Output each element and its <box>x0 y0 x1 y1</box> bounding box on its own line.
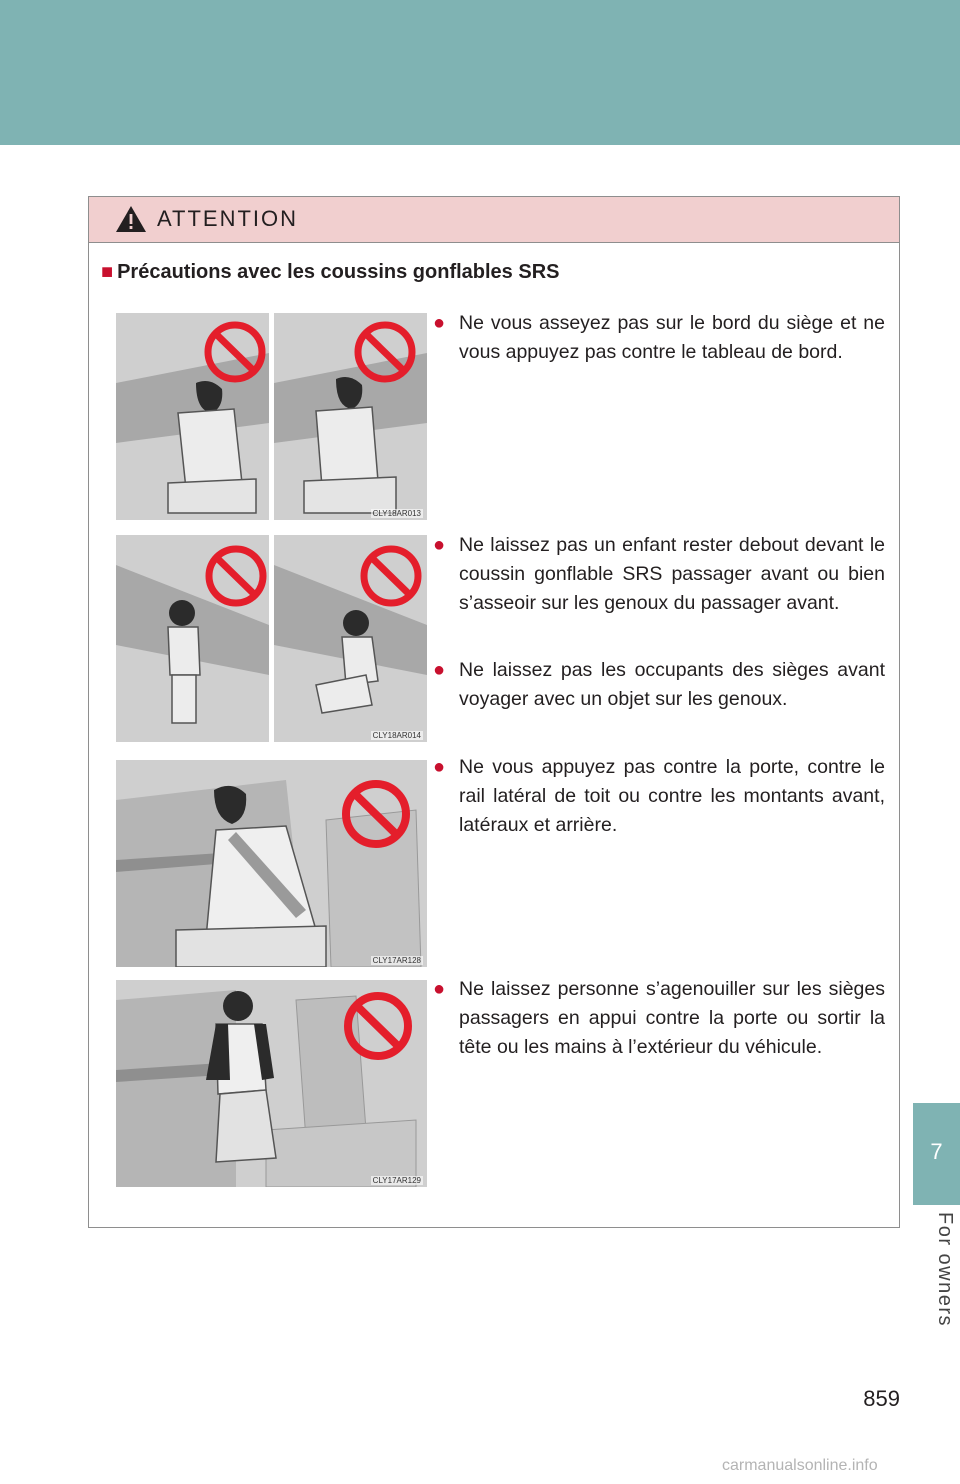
bullet-text: Ne laissez pas les occupants des sièges avant voyager avec un objet sur les genoux. <box>459 659 885 710</box>
page-number: 859 <box>863 1386 900 1411</box>
section-title <box>101 261 560 284</box>
watermark: carmanualsonline.info <box>722 1457 878 1474</box>
bullet-icon: ● <box>433 312 446 334</box>
bullet-text: Ne laissez pas un enfant rester debout devant le coussin gonflable SRS passager avant ou bien s’asseoir sur les genoux du passager avant. <box>459 534 885 614</box>
attention-label: ATTENTION <box>157 206 299 231</box>
bullet-icon: ● <box>433 659 446 681</box>
bullet-item <box>433 309 885 367</box>
figure-code: CLY18AR013 <box>372 509 421 518</box>
figure-illustration <box>116 313 427 520</box>
bullet-text: Ne vous appuyez pas contre la porte, contre le rail latéral de toit ou contre les montants avant, latéraux et arrière. <box>459 756 885 836</box>
section-title-text: Précautions avec les coussins gonflables SRS <box>117 261 560 283</box>
figure-child-standing <box>116 535 427 742</box>
figure-code: CLY18AR014 <box>372 731 421 740</box>
bullet-item <box>433 753 885 840</box>
figure-leaning-door <box>116 760 427 967</box>
figure-sitting-edge <box>116 313 427 520</box>
chapter-label: For owners <box>934 1212 956 1328</box>
attention-header <box>89 197 899 243</box>
figure-code: CLY17AR129 <box>372 1176 421 1185</box>
bullet-icon: ● <box>433 534 446 556</box>
figure-illustration <box>116 535 427 742</box>
bullet-icon: ● <box>433 756 446 778</box>
figure-illustration <box>116 980 427 1187</box>
bullet-text: Ne laissez personne s’agenouiller sur les sièges passagers en appui contre la porte ou sortir la tête ou les mains à l’extérieur du véhicule. <box>459 978 885 1058</box>
top-color-band <box>0 0 960 145</box>
bullet-text: Ne vous asseyez pas sur le bord du siège et ne vous appuyez pas contre le tableau de bord. <box>459 312 885 363</box>
square-bullet: ■ <box>101 261 114 283</box>
figure-kneeling-seat <box>116 980 427 1187</box>
bullet-item <box>433 531 885 618</box>
bullet-item <box>433 975 885 1062</box>
chapter-tab <box>913 1103 960 1205</box>
bullet-icon: ● <box>433 978 446 1000</box>
figure-illustration <box>116 760 427 967</box>
chapter-number: 7 <box>930 1139 943 1164</box>
bullet-item <box>433 656 885 714</box>
attention-box <box>88 196 900 1228</box>
figure-code: CLY17AR128 <box>372 956 421 965</box>
warning-triangle-icon <box>115 205 147 233</box>
